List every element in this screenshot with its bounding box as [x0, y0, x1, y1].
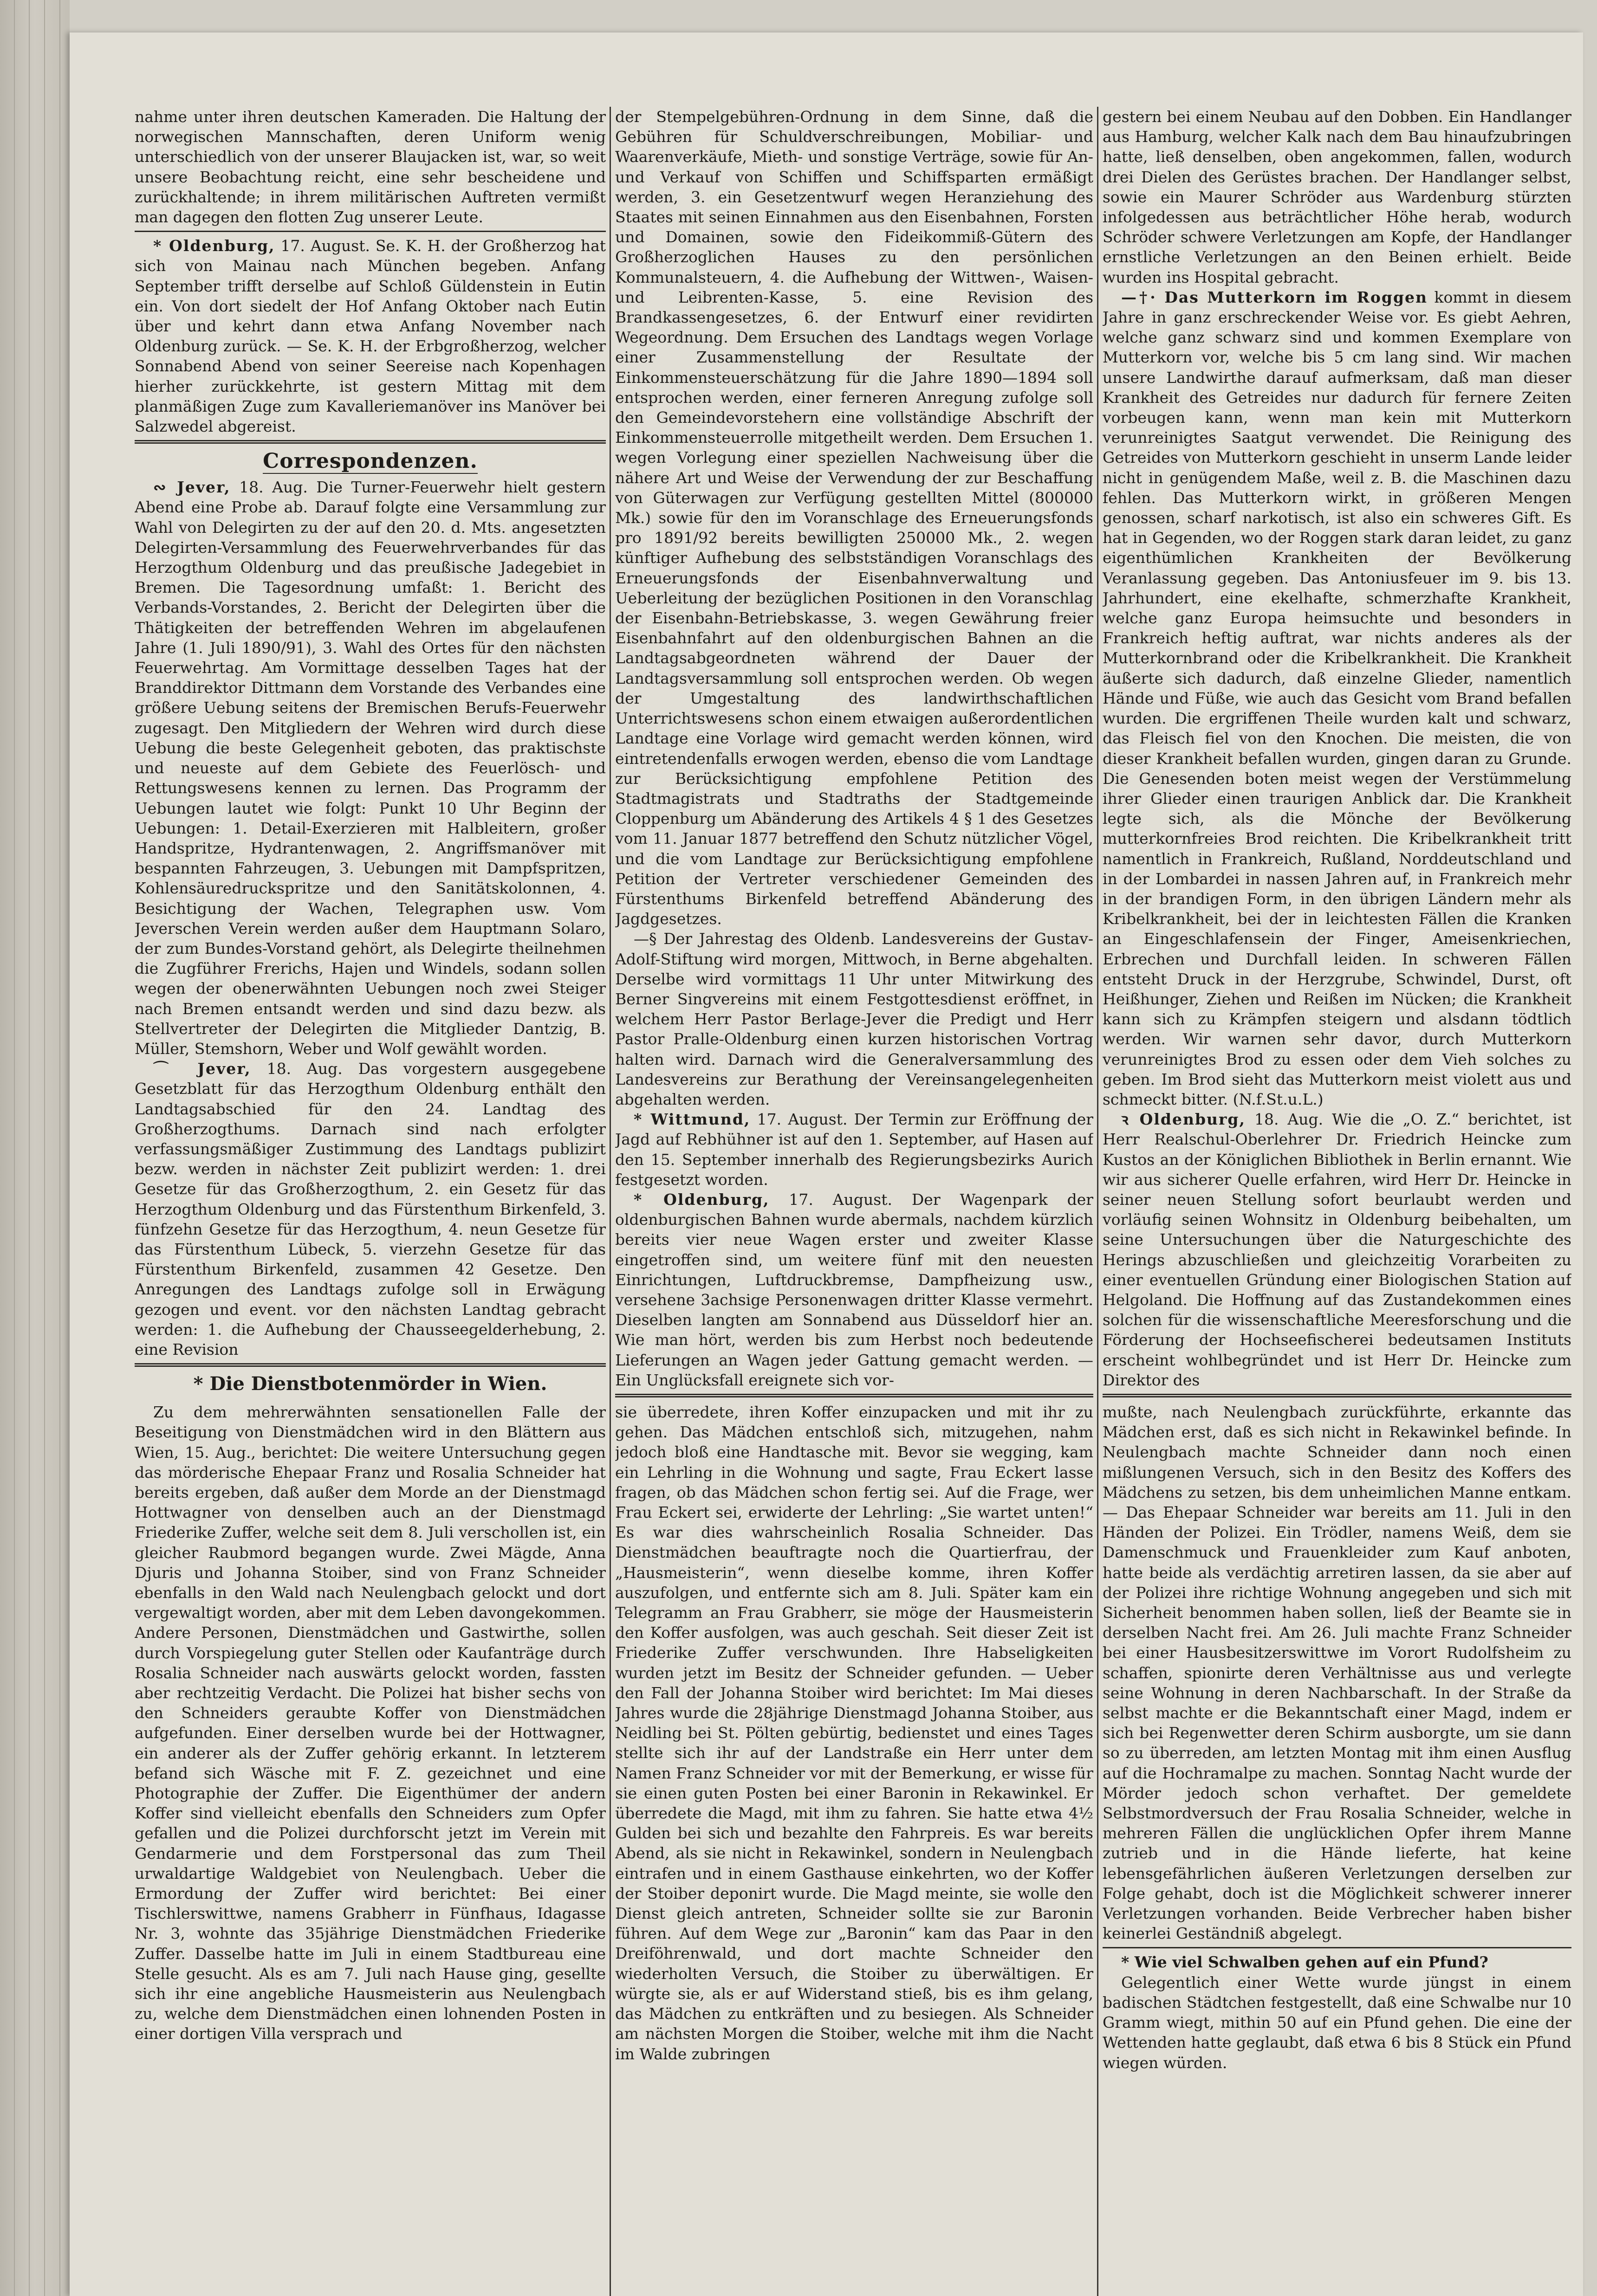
dateline-oldenburg: ꝛ Oldenburg, — [1121, 1110, 1246, 1129]
article-wittmund — [615, 1109, 1093, 1190]
divider — [1103, 1947, 1571, 1948]
article-oldenburg-2 — [615, 1190, 1093, 1390]
dateline-oldenburg: * Oldenburg, — [634, 1190, 770, 1209]
dateline-jever: ∾ Jever, — [153, 478, 231, 497]
divider — [615, 1394, 1093, 1395]
column-3 — [1103, 107, 1571, 2296]
article-text: 18. Aug. Das vorgestern ausgegebene Gesetzblatt für das Herzogthum Oldenburg enthält den Landtagsabschied für den 24. Landtag des Großherzogthums. Darnach sind nach erfolgter verfassungsmäßiger Zustimmung des Landtags publizirt bezw. werden in nächster Zeit publizirt werden: 1. drei Gesetze für das Großherzogthum, 2. ein Gesetz für das Herzogthum Oldenburg und das Fürstenthum Birkenfeld, 3. fünfzehn Gesetze für das Herzogthum, 4. neun Gesetze für das Fürstenthum Lübeck, 5. vierzehn Gesetze für das Fürstenthum Birkenfeld, zusammen 42 Gesetze. Den Anregungen des Landtags zufolge soll in Erwägung gezogen und event. vor den nächsten Landtag gebracht werden: 1. die Aufhebung der Chausseegelderhebung, 2. eine Revision — [135, 1060, 606, 1358]
article-text-wien: Zu dem mehrerwähnten sensationellen Falle der Beseitigung von Dienstmädchen wird in den Blättern aus Wien, 15. Aug., berichtet: Die weitere Untersuchung gegen das mörderische Ehepaar Franz und Rosalia Schneider hat bereits ergeben, daß außer dem Morde an der Dienstmagd Hottwagner von denselben auch an der Dienstmagd Friederike Zuffer, welche seit dem 8. Juli verschollen ist, ein gleicher Raubmord begangen wurde. Zwei Mägde, Anna Djuris und Johanna Stoiber, sind von Franz Schneider ebenfalls in den Wald nach Neulengbach gelockt und dort vergewaltigt worden, aber mit dem Leben davongekommen. Andere Personen, Dienstmädchen und Gastwirthe, sollen durch Vorspiegelung guter Stellen oder Kaufanträge durch Rosalia Schneider nach auswärts gelockt worden, fassten aber rechtzeitig Verdacht. Die Polizei hat bisher sechs von den Schneiders geraubte Koffer von Dienstmädchen aufgefunden. Einer derselben wurde bei der Hottwagner, ein anderer als der Zuffer gehörig erkannt. In letzterem befand sich Wäsche mit F. Z. gezeichnet und eine Photographie der Zuffer. Die Eigenthümer der andern Koffer sind vielleicht ebenfalls den Schneiders zum Opfer gefallen und die Polizei durchforscht jetzt im Verein mit Gendarmerie und dem Forstpersonal das zum Theil urwaldartige Waldgebiet von Neulengbach. Ueber die Ermordung der Zuffer wird berichtet: Bei einer Tischlerswittwe, namens Grabherr in Fünfhaus, Idagasse Nr. 3, wohnte das 35jährige Dienstmädchen Friederike Zuffer. Dasselbe hatte im Juli in einem Stadtbureau eine Stelle gesucht. Als es am 7. Juli nach Hause ging, gesellte sich ihr eine angebliche Hausmeisterin aus Neulengbach zu, welche dem Dienstmädchen einen lohnenden Posten in einer dortigen Villa versprach und — [135, 1403, 606, 2043]
article-text-landtag-cont: der Stempelgebühren-Ordnung in dem Sinne, daß die Gebühren für Schuldverschreibungen, Mobiliar- und Waarenverkäufe, Mieth- und sonstige Verträge, sowie für An- und Verkauf von Schiffen und Schiffsparten ermäßigt werden, 3. ein Gesetzentwurf wegen Heranziehung des Staates mit seinen Einnahmen aus den Eisenbahnen, Forsten und Domainen, sowie den Fideikommiß-Gütern des Großherzoglichen Hauses zu den persönlichen Kommunalsteuern, 4. die Aufhebung der Wittwen-, Waisen- und Leibrenten-Kasse, 5. eine Revision des Brandkassengesetzes, 6. der Entwurf einer revidirten Wegeordnung. Dem Ersuchen des Landtags wegen Vorlage einer Zusammenstellung der Resultate der Einkommensteuerschätzung für die Jahre 1890—1894 soll entsprochen werden, einer ferneren Anregung zufolge soll den Gemeindevorstehern eine vollständige Abschrift der Einkommensteuerrolle mitgetheilt werden. Dem Ersuchen 1. wegen Vorlegung einer speziellen Nachweisung über die nähere Art und Weise der Verwendung der zur Beschaffung von Güterwagen zur Verfügung gestellten Mittel (800000 Mk.) sowie für den im Voranschlage des Erneuerungsfonds pro 1891/92 bereits bewilligten 250000 Mk., 2. wegen künftiger Aufhebung des selbstständigen Voranschlags des Erneuerungsfonds der Eisenbahnverwaltung und Ueberleitung der bezüglichen Positionen in den Voranschlag der Eisenbahn-Betriebskasse, 3. wegen Gewährung freier Eisenbahnfahrt auf den oldenburgischen Bahnen an die Landtagsabgeordneten während der Dauer der Landtagsversammlung soll entsprochen werden. Ob wegen der Umgestaltung des landwirthschaftlichen Unterrichtswesens schon einem etwaigen außerordentlichen Landtage eine Vorlage wird gemacht werden können, wird eintretendenfalls erwogen werden, ebenso die vom Landtage zur Berücksichtigung empfohlene Petition des Stadtmagistrats und Stadtraths der Stadtgemeinde Cloppenburg um Abänderung des Artikels 4 § 1 des Gesetzes vom 11. Januar 1877 betreffend den Schutz nützlicher Vögel, und die vom Landtage zur Berücksichtigung empfohlene Petition der Vertreter verschiedener Gemeinden des Fürstenthums Birkenfeld betreffend Abänderung des Jagdgesetzes. — [615, 108, 1093, 928]
article-oldenburg-3 — [1103, 1109, 1571, 1390]
article-jever-1 — [135, 477, 606, 1059]
divider — [135, 231, 606, 232]
newspaper-page — [70, 32, 1583, 2296]
column-1 — [135, 107, 606, 2296]
divider — [135, 1363, 606, 1365]
page-edge-line — [14, 0, 15, 2296]
headline-schwalben: * Wie viel Schwalben gehen auf ein Pfund? — [1121, 1953, 1488, 1972]
article-jever-2 — [135, 1059, 606, 1359]
article-title-wien: * Die Dienstbotenmörder in Wien. — [193, 1373, 547, 1395]
article-text-wien-cont: mußte, nach Neulengbach zurückführte, erkannte das Mädchen erst, daß es sich nicht in Rekawinkel befinde. In Neulengbach machte Schneider dann noch einen mißlungenen Versuch, sich in den Besitz des Koffers des Mädchens zu setzen, bis dem unheimlichen Manne entkam. — Das Ehepaar Schneider war bereits am 11. Juli in den Händen der Polizei. Ein Trödler, namens Weiß, dem sie Damenschmuck und Frauenkleider zum Kauf anboten, hatte beide als verdächtig arretiren lassen, da sie aber auf der Polizei ihre richtige Wohnung angegeben und sich mit Sicherheit benommen haben sollen, ließ der Beamte sie in derselben Nacht frei. Am 26. Juli machte Franz Schneider bei einer Hausbesitzerswittwe im Vorort Rudolfsheim zu schaffen, spionirte deren Verhältnisse aus und verlegte seine Wohnung in deren Nachbarschaft. In der Straße da selbst machte er die Bekanntschaft einer Magd, indem er sich bei Regenwetter deren Schirm ausborgte, um sie dann so zu überreden, am letzten Montag mit ihm einen Ausflug auf die Hochramalpe zu machen. Sonntag Nacht wurde der Mörder jedoch schon verhaftet. Der gemeldete Selbstmordversuch der Frau Rosalia Schneider, welche in mehreren Fällen die unglücklichen Opfer ihrem Manne zutrieb und in die Hände lieferte, hat keine lebensgefährlichen äußeren Verletzungen derselben zur Folge gehabt, doch ist die Möglichkeit schwerer innerer Verletzungen vorhanden. Beide Verbrecher haben bisher keinerlei Geständniß abgelegt. — [1103, 1403, 1571, 1943]
article-text-schwalben: Gelegentlich einer Wette wurde jüngst in einem badischen Städtchen festgestellt, daß eine Schwalbe nur 10 Gramm wiegt, mithin 50 auf ein Pfund gehen. Die eine der Wettenden hatte geglaubt, daß etwa 6 bis 8 Stück ein Pfund wiegen würden. — [1103, 1973, 1571, 2072]
article-text-unfall-cont: gestern bei einem Neubau auf den Dobben. Ein Handlanger aus Hamburg, welcher Kalk nach dem Bau hinaufzubringen hatte, ließ denselben, oben angekommen, fallen, wodurch drei Dielen des Gerüstes brachen. Der Handlanger selbst, sowie ein Maurer Schröder aus Wardenburg stürzten infolgedessen aus beträchtlicher Höhe herab, wodurch Schröder schwere Verletzungen am Kopfe, der Handlanger ernstliche Verletzungen an den Beinen erhielt. Beide wurden ins Hospital gebracht. — [1103, 108, 1571, 286]
divider — [1103, 1396, 1571, 1397]
article-text: 18. Aug. Wie die „O. Z.“ berichtet, ist Herr Realschul-Oberlehrer Dr. Friedrich Heincke zum Kustos an der Königlichen Bibliothek in Berlin ernannt. Wie wir aus sicherer Quelle erfahren, wird Herr Dr. Heincke in seiner neuen Stellung sofort beurlaubt werden und vorläufig seinen Wohnsitz in Oldenburg beibehalten, um seine Untersuchungen über die Naturgeschichte des Herings abzuschließen und gleichzeitig Vorarbeiten zu einer eventuellen Gründung einer Biologischen Station auf Helgoland. Die Hoffnung auf das Zustandekommen eines solchen für die wissenschaftliche Meeresforschung und die Förderung der Hochseefischerei bedeutsamen Instituts erscheint wohlbegründet und ist Herr Dr. Heincke zum Direktor des — [1103, 1110, 1571, 1389]
divider — [135, 440, 606, 441]
divider — [135, 1365, 606, 1367]
dateline-jever: ⌒ Jever, — [153, 1060, 251, 1078]
article-oldenburg-1 — [135, 236, 606, 436]
page-edge-line — [44, 0, 45, 2296]
page-edge-line — [29, 0, 30, 2296]
article-schwalben — [1103, 1952, 1571, 1972]
article-text: 18. Aug. Die Turner-Feuerwehr hielt gestern Abend eine Probe ab. Darauf folgte eine Versammlung zur Wahl von Delegirten zu der auf den 20. d. Mts. angesetzten Delegirten-Versammlung des Feuerwehrverbandes für das Herzogthum Oldenburg und das preußische Jadegebiet in Bremen. Die Tagesordnung umfaßt: 1. Bericht des Verbands-Vorstandes, 2. Bericht der Delegirten über die Thätigkeiten der betreffenden Wehren im abgelaufenen Jahre (1. Juli 1890/91), 3. Wahl des Ortes für den nächsten Feuerwehrtag. Am Vormittage desselben Tages hat der Branddirektor Dittmann dem Vorstande des Verbandes eine größere Uebung seitens der Bremischen Berufs-Feuerwehr zugesagt. Den Mitgliedern der Wehren wird durch diese Uebung die beste Gelegenheit geboten, das praktischste und neueste auf dem Gebiete des Feuerlösch- und Rettungswesens kennen zu lernen. Das Programm der Uebungen lautet wie folgt: Punkt 10 Uhr Beginn der Uebungen: 1. Detail-Exerzieren mit Halbleitern, großer Handspritze, Hydrantenwagen, 2. Angriffsmanöver mit bespannten Fahrzeugen, 3. Uebungen mit Dampfspritzen, Kohlensäuredruckspritze und den Sanitätskolonnen, 4. Besichtigung der Wachen, Telegraphen usw. Vom Jeverschen Verein werden außer dem Hauptmann Solaro, der zum Bundes-Vorstand gehört, als Delegirte theilnehmen die Zugführer Frerichs, Hajen und Windels, sodann sollen wegen der obenerwähnten Uebungen noch zwei Steiger nach Bremen entsandt werden und sind dazu bezw. als Stellvertreter der Delegirten die Mitglieder Dantzig, B. Müller, Stemshorn, Weber und Wolf gewählt worden. — [135, 478, 606, 1058]
page-edge-line — [59, 0, 60, 2296]
headline-mutterkorn: —†· Das Mutterkorn im Roggen — [1121, 288, 1428, 306]
article-mutterkorn — [1103, 287, 1571, 1109]
article-gustav-adolf: —§ Der Jahrestag des Oldenb. Landesvereins der Gustav-Adolf-Stiftung wird morgen, Mittwoch, in Berne abgehalten. Derselbe wird vormittags 11 Uhr unter Mitwirkung des Berner Singvereins mit einem Festgottesdienst eröffnet, in welchem Herr Pastor Berlage-Jever die Predigt und Herr Pastor Pralle-Oldenburg einen kurzen historischen Vortrag halten wird. Darnach wird die Generalversammlung des Landesvereins zur Berathung der Vereinsangelegenheiten abgehalten werden. — [615, 930, 1093, 1108]
article-text-wien-cont: sie überredete, ihren Koffer einzupacken und mit ihr zu gehen. Das Mädchen entschloß sich, mitzugehen, nahm jedoch bloß eine Handtasche mit. Bevor sie wegging, kam ein Lehrling in die Wohnung und sagte, Frau Eckert lasse fragen, ob das Mädchen schon fertig sei. Auf die Frage, wer Frau Eckert sei, erwiderte der Lehrling: „Sie wartet unten!“ Es war dies wahrscheinlich Rosalia Schneider. Das Dienstmädchen beauftragte noch die Quartierfrau, der „Hausmeisterin“, wenn dieselbe komme, ihren Koffer auszufolgen, und entfernte sich am 8. Juli. Später kam ein Telegramm an Frau Grabherr, sie möge der Hausmeisterin den Koffer ausfolgen, was auch geschah. Seit dieser Zeit ist Friederike Zuffer verschwunden. Ihre Habseligkeiten wurden jetzt im Besitz der Schneider gefunden. — Ueber den Fall der Johanna Stoiber wird berichtet: Im Mai dieses Jahres wurde die 28jährige Dienstmagd Johanna Stoiber, aus Neidling bei St. Pölten gebürtig, bedienstet und eines Tages stellte sich ihr auf der Landstraße ein Herr unter dem Namen Franz Schneider vor mit der Bemerkung, er wisse für sie einen guten Posten bei einer Baronin in Rekawinkel. Er überredete die Magd, mit ihm zu fahren. Sie hatte etwa 4½ Gulden bei sich und bezahlte den Fahrpreis. Es war bereits Abend, als sie nicht in Rekawinkel, sondern in Neulengbach eintrafen und in einem Gasthause einkehrten, wo der Koffer der Stoiber deponirt wurde. Die Magd meinte, sie wolle den Dienst gleich antreten, Schneider sollte sie zur Baronin führen. Auf dem Wege zur „Baronin“ kam das Paar in den Dreiföhrenwald, und dort machte Schneider den wiederholten Versuch, die Stoiber zu überwältigen. Er würgte sie, als er auf Widerstand stieß, bis es ihm gelang, das Mädchen zu entkräften und zu besiegen. Als Schneider am nächsten Morgen die Stoiber, welche mit ihm die Nacht im Walde zubringen — [615, 1403, 1093, 2063]
article-text: 17. August. Se. K. H. der Großherzog hat sich von Mainau nach München begeben. Anfang September trifft derselbe auf Schloß Güldenstein in Eutin ein. Von dort siedelt der Hof Anfang Oktober nach Eutin über und kehrt dann etwa Anfang November nach Oldenburg zurück. — Se. K. H. der Erbgroßherzog, welcher Sonnabend Abend von seiner Seereise nach Kopenhagen hierher zurückkehrte, ist gestern Mittag mit dem planmäßigen Zuge zum Kavalleriemanöver ins Manöver bei Salzwedel abgereist. — [135, 237, 606, 436]
column-rule — [610, 107, 611, 2296]
article-text: kommt in diesem Jahre in ganz erschreckender Weise vor. Es giebt Aehren, welche ganz schwarz sind und kommen Exemplare von Mutterkorn vor, welche bis 5 cm lang sind. Wir machen unsere Landwirthe darauf aufmerksam, daß man dieser Krankheit des Getreides nur dadurch für fernere Zeiten vorbeugen kann, wenn man kein mit Mutterkorn verunreinigtes Saatgut verwendet. Die Reinigung des Getreides von Mutterkorn geschieht in unserm Lande leider nicht in genügendem Maße, weil z. B. die Maschinen dazu fehlen. Das Mutterkorn wirkt, in größeren Mengen genossen, scharf narkotisch, ist also ein schweres Gift. Es hat in Gegenden, wo der Roggen stark daran leidet, zu ganz eigenthümlichen Krankheiten der Bevölkerung Veranlassung gegeben. Das Antoniusfeuer im 9. bis 13. Jahrhundert, eine ekelhafte, schmerzhafte Krankheit, welche ganz Europa heimsuchte und besonders in Frankreich heftig auftrat, war nichts anderes als der Mutterkornbrand oder die Kribelkrankheit. Die Krankheit äußerte sich dadurch, daß einzelne Glieder, namentlich Hände und Füße, wie auch das Gesicht vom Brand befallen wurden. Die ergriffenen Theile wurden kalt und schwarz, das Fleisch fiel von den Knochen. Die meisten, die von dieser Krankheit befallen wurden, gingen daran zu Grunde. Die Genesenden boten meist wegen der Verstümmelung ihrer Glieder einen traurigen Anblick dar. Die Krankheit legte sich, als die Mönche der Bevölkerung mutterkornfreies Brod reichten. Die Kribelkrankheit tritt namentlich in Frankreich, Rußland, Norddeutschland und in der Lombardei in nassen Jahren auf, in Frankreich mehr in der brandigen Form, in den übrigen Ländern mehr als Kribelkrankheit, bei der in leichtesten Fällen die Kranken an Eingeschlafensein der Finger, Ameisenkriechen, Erbrechen und Durchfall leiden. In schweren Fällen entsteht Druck in der Herzgrube, Schwindel, Durst, oft Heißhunger, Ziehen und Reißen im Nücken; die Krankheit kann sich zu Krämpfen steigern und alsdann tödtlich werden. Wir warnen sehr davor, durch Mutterkorn verunreinigtes Brod zu essen oder dem Vieh solches zu geben. Im Brod sieht das Mutterkorn meist violett aus und schmeckt bitter. (N.f.St.u.L.) — [1103, 288, 1571, 1108]
divider — [615, 1396, 1093, 1397]
divider — [1103, 1394, 1571, 1395]
dateline-wittmund: * Wittmund, — [634, 1110, 751, 1129]
article-text: 17. August. Der Wagenpark der oldenburgischen Bahnen wurde abermals, nachdem kürzlich bereits vier neue Wagen erster und zweiter Klasse eingetroffen sind, um weitere fünf mit den neuesten Einrichtungen, Luftdruckbremse, Dampfheizung usw., versehene 3achsige Personenwagen dritter Klasse vermehrt. Dieselben langten am Sonnabend aus Düsseldorf hier an. Wie man hört, werden bis zum Herbst noch bedeutende Lieferungen an Wagen jeder Gattung gemacht werden. — Ein Unglücksfall ereignete sich vor- — [615, 1190, 1093, 1389]
column-rule — [1097, 107, 1098, 2296]
article-text-norway: nahme unter ihren deutschen Kameraden. Die Haltung der norwegischen Mannschaften, deren Uniform wenig unterschiedlich von der unserer Blaujacken ist, war, so weit unsere Beobachtung reicht, eine sehr bescheidene und zurückhaltende; in ihrem militärischen Auftreten vermißt man dagegen den flotten Zug unserer Leute. — [135, 108, 606, 226]
dateline-oldenburg: * Oldenburg, — [153, 237, 275, 255]
column-2 — [615, 107, 1093, 2296]
divider — [135, 442, 606, 444]
page-stack-edge — [0, 0, 70, 2296]
article-text: 17. August. Der Termin zur Eröffnung der Jagd auf Rebhühner ist auf den 1. September, auf Hasen auf den 15. September innerhalb des Regierungsbezirks Aurich festgesetzt worden. — [615, 1110, 1093, 1189]
section-title: Correspondenzen. — [263, 449, 478, 473]
